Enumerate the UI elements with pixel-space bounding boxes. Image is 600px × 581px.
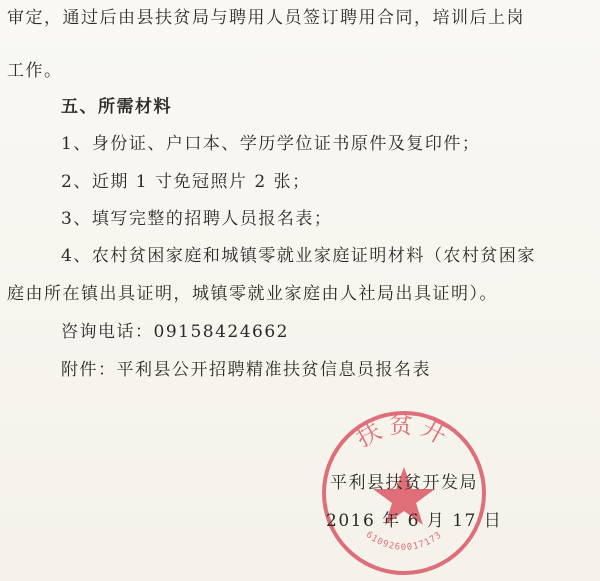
contact-phone: 咨询电话：09158424662 [61, 322, 289, 342]
list-item-2: 2、近期 1 寸免冠照片 2 张； [61, 172, 311, 192]
attachment-line: 附件：平利县公开招聘精准扶贫信息员报名表 [61, 360, 431, 380]
list-item-4: 4、农村贫困家庭和城镇零就业家庭证明材料（农村贫困家 [61, 246, 536, 266]
paragraph-line-2: 工作。 [7, 61, 63, 81]
issuing-organization: 平利县扶贫开发局 [330, 473, 478, 493]
issue-date: 2016 年 6 月 17 日 [326, 511, 503, 531]
list-item-1: 1、身份证、户口本、学历学位证书原件及复印件； [61, 134, 481, 154]
seal-bottom-number: 6109260017173 [363, 529, 445, 553]
section-heading-materials: 五、所需材料 [61, 97, 172, 117]
list-item-3: 3、填写完整的招聘人员报名表； [61, 209, 333, 229]
paragraph-line-1: 审定，通过后由县扶贫局与聘用人员签订聘用合同，培训后上岗 [7, 8, 525, 28]
list-item-4-continued: 庭由所在镇出具证明，城镇零就业家庭由人社局出具证明）。 [7, 284, 498, 304]
seal-top-text: 扶贫开 [351, 411, 457, 453]
